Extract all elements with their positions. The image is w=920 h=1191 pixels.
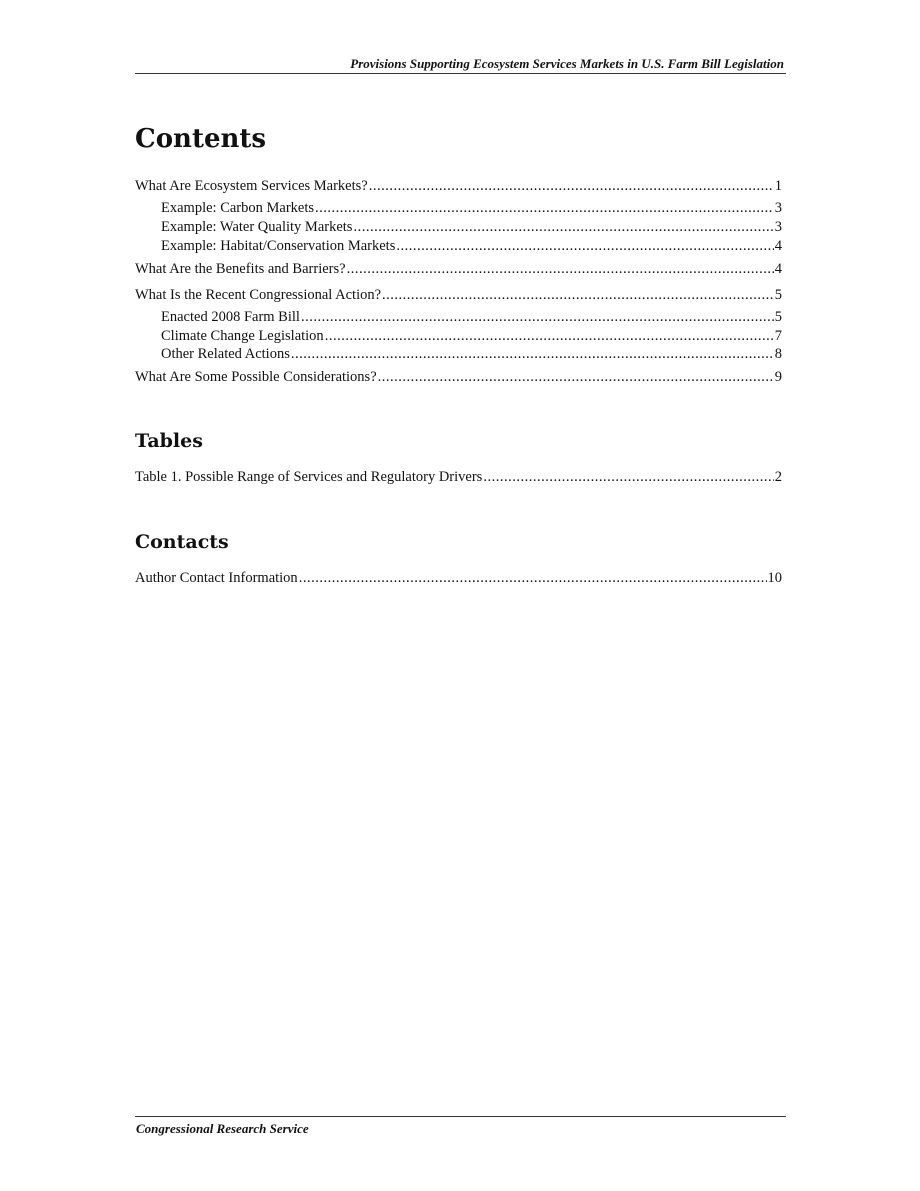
toc-entry-page: 7 — [774, 328, 782, 344]
toc-entry-page: 1 — [774, 178, 782, 194]
dot-leader — [396, 237, 773, 256]
toc-entry-page: 3 — [774, 219, 782, 235]
toc-entry-enacted-2008-farm-bill[interactable] — [161, 308, 782, 327]
contents-heading: Contents — [135, 124, 267, 154]
dot-leader — [299, 569, 767, 588]
toc-entry-water-quality-markets[interactable] — [161, 218, 782, 237]
toc-entry-label: Example: Water Quality Markets — [161, 219, 353, 235]
toc-entry-benefits-and-barriers[interactable] — [135, 260, 782, 279]
toc-entry-label: Example: Carbon Markets — [161, 200, 315, 216]
toc-entry-page: 4 — [774, 261, 782, 277]
toc-entry-label: What Is the Recent Congressional Action? — [135, 287, 382, 303]
page-footer — [135, 1116, 786, 1136]
toc-entry-page: 5 — [774, 309, 782, 325]
dot-leader — [347, 260, 774, 279]
tables-heading: Tables — [135, 430, 203, 452]
footer-publisher: Congressional Research Service — [136, 1121, 309, 1136]
toc-entry-page: 8 — [774, 346, 782, 362]
toc-entry-congressional-action[interactable] — [135, 286, 782, 305]
toc-entry-habitat-conservation-markets[interactable] — [161, 237, 782, 256]
dot-leader — [369, 177, 774, 196]
toc-entry-author-contact-information[interactable] — [135, 569, 782, 588]
toc-entry-page: 2 — [774, 469, 782, 485]
toc-entry-climate-change-legislation[interactable] — [161, 327, 782, 346]
dot-leader — [378, 368, 774, 387]
toc-entry-label: What Are Some Possible Considerations? — [135, 369, 377, 385]
dot-leader — [301, 308, 774, 327]
toc-entry-label: Example: Habitat/Conservation Markets — [161, 238, 396, 254]
toc-entry-label: Table 1. Possible Range of Services and Regulatory Drivers — [135, 469, 483, 485]
toc-entry-page: 4 — [774, 238, 782, 254]
toc-entry-other-related-actions[interactable] — [161, 345, 782, 364]
toc-entry-page: 5 — [774, 287, 782, 303]
dot-leader — [325, 327, 774, 346]
toc-entry-page: 10 — [767, 570, 782, 586]
toc-entry-label: Climate Change Legislation — [161, 328, 324, 344]
contacts-heading: Contacts — [135, 531, 229, 553]
running-header-title: Provisions Supporting Ecosystem Services Markets in U.S. Farm Bill Legislation — [350, 56, 784, 71]
toc-entry-table-1[interactable] — [135, 468, 782, 487]
dot-leader — [483, 468, 773, 487]
toc-entry-label: What Are Ecosystem Services Markets? — [135, 178, 368, 194]
toc-entry-page: 3 — [774, 200, 782, 216]
dot-leader — [382, 286, 774, 305]
toc-entry-possible-considerations[interactable] — [135, 368, 782, 387]
dot-leader — [315, 199, 774, 218]
toc-entry-label: Author Contact Information — [135, 570, 298, 586]
dot-leader — [353, 218, 773, 237]
toc-entry-label: Enacted 2008 Farm Bill — [161, 309, 300, 325]
page-header — [135, 54, 786, 74]
toc-entry-page: 9 — [774, 369, 782, 385]
toc-entry-label: What Are the Benefits and Barriers? — [135, 261, 346, 277]
toc-entry-label: Other Related Actions — [161, 346, 290, 362]
toc-entry-carbon-markets[interactable] — [161, 199, 782, 218]
dot-leader — [291, 345, 774, 364]
toc-entry-ecosystem-services-markets[interactable] — [135, 177, 782, 196]
